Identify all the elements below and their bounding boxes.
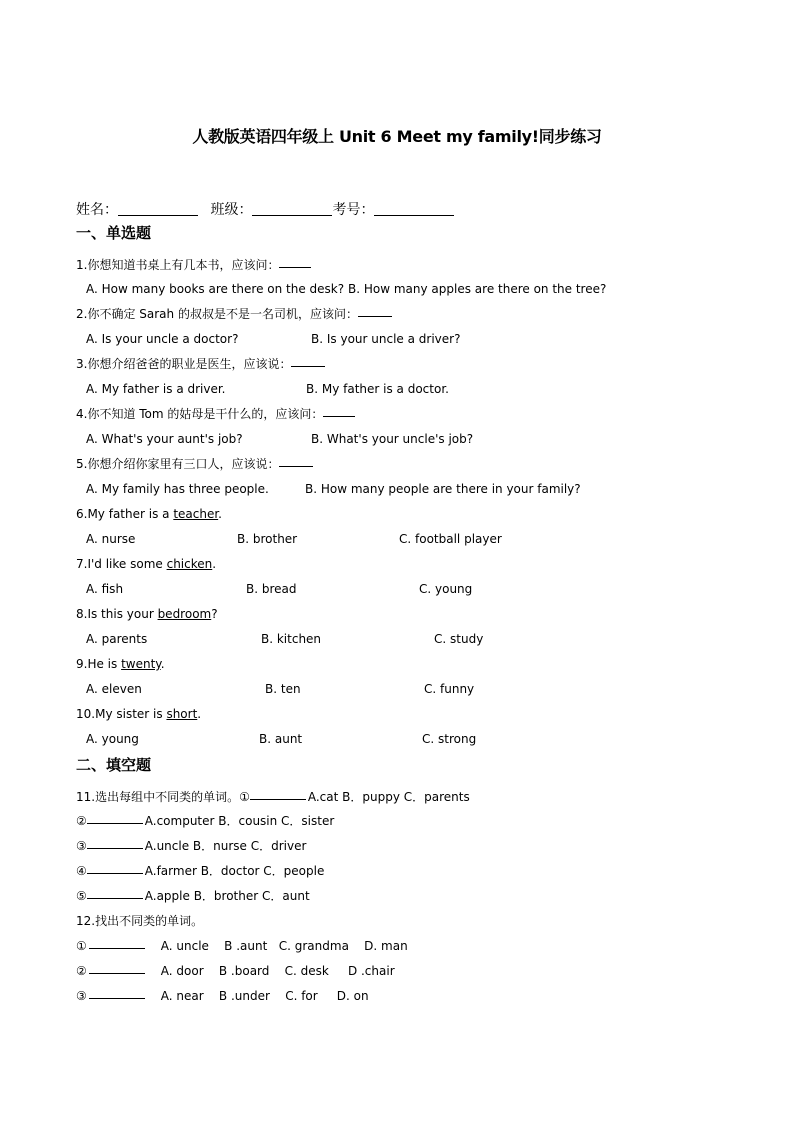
word-group: A.farmer B．doctor C．people: [144, 864, 325, 878]
answer-blank[interactable]: [87, 813, 143, 824]
word-group: A.cat B．puppy C．parents: [307, 790, 470, 804]
option-b: B. aunt: [259, 732, 303, 746]
word-group: A.uncle B．nurse C．driver: [144, 839, 307, 853]
row-number: ②: [76, 814, 87, 828]
question-1: [76, 257, 311, 273]
row-number: ⑤: [76, 889, 87, 903]
question-10: [76, 706, 201, 722]
word-group: A. door B .board C. desk D .chair: [160, 964, 395, 978]
question-11-row-4: [76, 863, 324, 879]
question-12-row-3: [76, 988, 369, 1004]
answer-blank[interactable]: [87, 888, 143, 899]
question-punct: .: [212, 557, 217, 571]
question-9: [76, 656, 165, 672]
answer-blank[interactable]: [250, 789, 306, 800]
class-blank[interactable]: [252, 201, 332, 216]
row-number: ①: [76, 939, 87, 953]
exam-label: 考号：: [332, 202, 375, 218]
question-6: [76, 506, 222, 522]
name-label: 姓名：: [76, 202, 118, 218]
underlined-word: bedroom: [157, 607, 212, 621]
question-stem: 2.你不确定 Sarah 的叔叔是不是一名司机，应该问：: [76, 307, 358, 321]
option-b: B. How many people are there in your family?: [305, 482, 581, 496]
underlined-word: teacher: [173, 507, 219, 521]
option-c: C. strong: [422, 732, 477, 746]
answer-blank[interactable]: [279, 456, 313, 467]
option-b: B. What's your uncle's job?: [311, 432, 474, 446]
exam-number-blank[interactable]: [374, 201, 454, 216]
option-c: C. football player: [399, 532, 502, 546]
option-b: B. Is your uncle a driver?: [311, 332, 461, 346]
underlined-word: twenty: [121, 657, 161, 671]
row-number: ②: [76, 964, 87, 978]
option-a: A. parents: [86, 632, 148, 646]
option-c: C. young: [419, 582, 473, 596]
option-a: A. fish: [86, 582, 124, 596]
question-stem: 4.你不知道 Tom 的姑母是干什么的，应该问：: [76, 407, 324, 421]
question-stem: 6.My father is a: [76, 507, 174, 521]
question-8: [76, 606, 218, 622]
question-stem: 8.Is this your: [76, 607, 158, 621]
option-b: B. How many apples are there on the tree?: [348, 282, 607, 296]
row-number: ④: [76, 864, 87, 878]
option-a: A. young: [86, 732, 139, 746]
section-heading-fill-in: 二、填空题: [76, 756, 152, 774]
underlined-word: short: [166, 707, 198, 721]
word-group: A. near B .under C. for D. on: [160, 989, 369, 1003]
question-12-row-2: [76, 963, 395, 979]
option-b: B. bread: [246, 582, 297, 596]
option-c: C. study: [434, 632, 484, 646]
question-punct: ?: [211, 607, 218, 621]
answer-blank[interactable]: [358, 306, 392, 317]
question-12: 12.找出不同类的单词。: [76, 914, 204, 928]
question-punct: .: [197, 707, 202, 721]
question-7: [76, 556, 216, 572]
row-number: ③: [76, 989, 87, 1003]
question-punct: .: [160, 657, 165, 671]
answer-blank[interactable]: [279, 257, 311, 268]
option-a: A. nurse: [86, 532, 136, 546]
question-11-row-2: [76, 813, 334, 829]
option-a: A. eleven: [86, 682, 142, 696]
question-11: [76, 789, 470, 805]
question-12-row-1: [76, 938, 408, 954]
word-group: A.computer B．cousin C．sister: [144, 814, 335, 828]
option-b: B. ten: [265, 682, 301, 696]
section-heading-single-choice: 一、单选题: [76, 224, 152, 242]
option-a: A. How many books are there on the desk?: [86, 282, 345, 296]
question-stem: 11.选出每组中不同类的单词。①: [76, 790, 250, 804]
question-stem: 10.My sister is: [76, 707, 167, 721]
question-11-row-3: [76, 838, 306, 854]
page-title: 人教版英语四年级上 Unit 6 Meet my family!同步练习: [192, 127, 602, 146]
question-5: [76, 456, 313, 472]
row-number: ③: [76, 839, 87, 853]
underlined-word: chicken: [166, 557, 213, 571]
option-a: A. My family has three people.: [86, 482, 269, 496]
option-b: B. brother: [237, 532, 298, 546]
question-4: [76, 406, 355, 422]
class-label: 班级：: [210, 202, 253, 218]
option-b: B. kitchen: [261, 632, 322, 646]
question-3: [76, 356, 325, 372]
word-group: A.apple B．brother C．aunt: [144, 889, 310, 903]
question-11-row-5: [76, 888, 310, 904]
word-group: A. uncle B .aunt C. grandma D. man: [160, 939, 408, 953]
question-2: [76, 306, 392, 322]
question-stem: 5.你想介绍你家里有三口人，应该说：: [76, 457, 280, 471]
option-a: A. What's your aunt's job?: [86, 432, 243, 446]
question-stem: 9.He is: [76, 657, 122, 671]
answer-blank[interactable]: [87, 863, 143, 874]
question-stem: 1.你想知道书桌上有几本书，应该问：: [76, 258, 280, 272]
answer-blank[interactable]: [291, 356, 325, 367]
option-a: A. Is your uncle a doctor?: [86, 332, 239, 346]
answer-blank[interactable]: [89, 938, 145, 949]
question-punct: .: [218, 507, 222, 521]
answer-blank[interactable]: [323, 406, 355, 417]
option-a: A. My father is a driver.: [86, 382, 226, 396]
question-stem: 7.I'd like some: [76, 557, 167, 571]
option-c: C. funny: [424, 682, 475, 696]
answer-blank[interactable]: [87, 838, 143, 849]
answer-blank[interactable]: [89, 963, 145, 974]
answer-blank[interactable]: [89, 988, 145, 999]
student-info-row: [76, 199, 454, 219]
question-stem: 3.你想介绍爸爸的职业是医生，应该说：: [76, 357, 292, 371]
option-b: B. My father is a doctor.: [306, 382, 449, 396]
name-blank[interactable]: [118, 201, 198, 216]
